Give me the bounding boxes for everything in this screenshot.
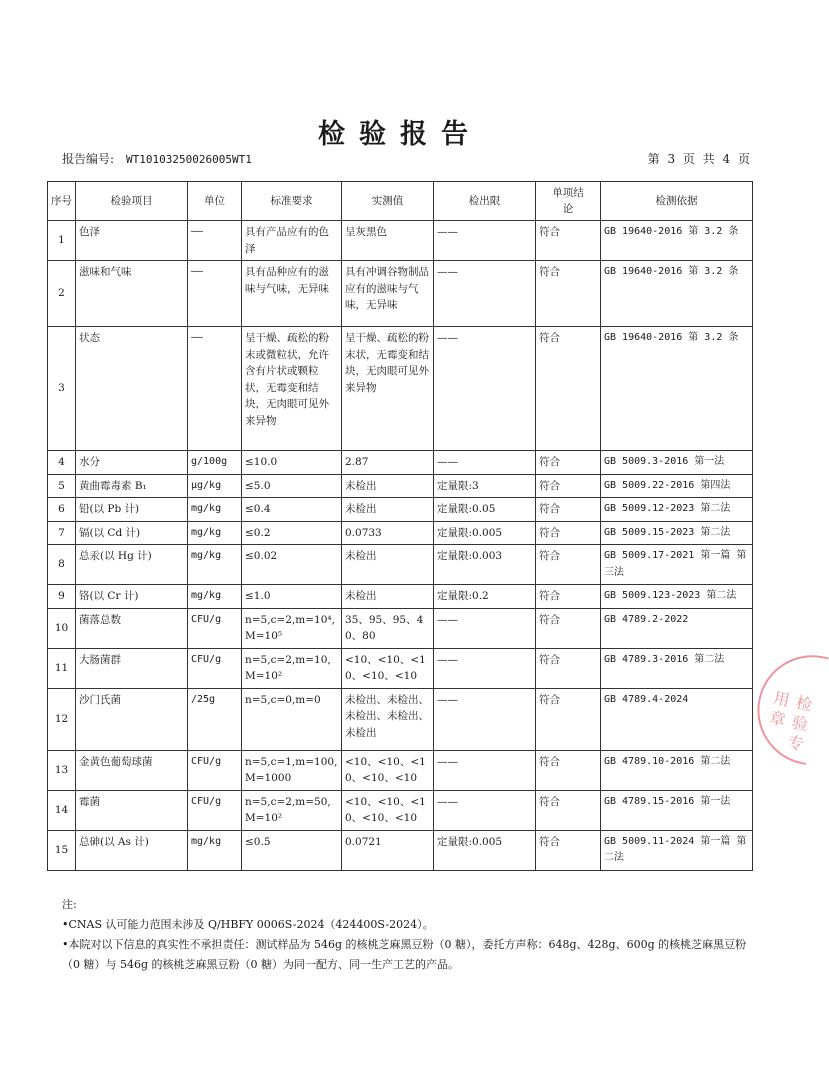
row-standard: ≤5.0: [242, 474, 342, 498]
row-limit: 定量限:0.05: [434, 498, 536, 522]
table-row: [48, 830, 753, 870]
row-basis: GB 5009.15-2023 第二法: [601, 521, 753, 545]
row-seq: 15: [48, 830, 76, 870]
table-row: [48, 585, 753, 609]
row-standard: n=5,c=2,m=50,M=10²: [242, 790, 342, 830]
table-row: [48, 474, 753, 498]
row-unit: mg/kg: [188, 830, 242, 870]
table-row: [48, 688, 753, 750]
row-item: 总汞(以 Hg 计): [76, 545, 188, 585]
row-measured: 未检出: [342, 474, 434, 498]
row-measured: 0.0721: [342, 830, 434, 870]
row-limit: 定量限:0.005: [434, 521, 536, 545]
row-conclusion: 符合: [536, 608, 601, 648]
note-item-1: •CNAS 认可能力范围未涉及 Q/HBFY 0006S-2024（424400S-2024）。: [62, 918, 434, 931]
row-item: 大肠菌群: [76, 648, 188, 688]
header-item: 检验项目: [76, 182, 188, 221]
row-limit: ——: [434, 648, 536, 688]
row-item: 菌落总数: [76, 608, 188, 648]
table-row: [48, 498, 753, 522]
row-basis: GB 4789.4-2024: [601, 688, 753, 750]
row-basis: GB 19640-2016 第 3.2 条: [601, 261, 753, 327]
row-basis: GB 5009.22-2016 第四法: [601, 474, 753, 498]
row-seq: 4: [48, 451, 76, 475]
row-standard: n=5,c=0,m=0: [242, 688, 342, 750]
row-item: 铅(以 Pb 计): [76, 498, 188, 522]
report-number: [62, 150, 252, 167]
row-conclusion: 符合: [536, 648, 601, 688]
row-limit: ——: [434, 221, 536, 261]
row-limit: ——: [434, 608, 536, 648]
row-limit: ——: [434, 688, 536, 750]
header-measured: 实测值: [342, 182, 434, 221]
row-measured: 未检出: [342, 498, 434, 522]
header-basis: 检测依据: [601, 182, 753, 221]
row-basis: GB 5009.3-2016 第一法: [601, 451, 753, 475]
row-item: 镉(以 Cd 计): [76, 521, 188, 545]
row-conclusion: 符合: [536, 261, 601, 327]
header-conclusion: 单项结论: [536, 182, 601, 221]
page-title: 检验报告: [318, 119, 482, 150]
row-seq: 1: [48, 221, 76, 261]
row-unit: CFU/g: [188, 648, 242, 688]
row-unit: CFU/g: [188, 608, 242, 648]
table-row: [48, 451, 753, 475]
inspection-seal: [747, 645, 829, 765]
row-measured: <10、<10、<10、<10、<10: [342, 790, 434, 830]
row-unit: ——: [188, 221, 242, 261]
row-conclusion: 符合: [536, 585, 601, 609]
row-standard: ≤0.2: [242, 521, 342, 545]
table-row: [48, 221, 753, 261]
row-unit: μg/kg: [188, 474, 242, 498]
row-limit: ——: [434, 261, 536, 327]
row-seq: 13: [48, 750, 76, 790]
row-standard: n=5,c=1,m=100,M=1000: [242, 750, 342, 790]
row-measured: <10、<10、<10、<10、<10: [342, 648, 434, 688]
row-limit: ——: [434, 790, 536, 830]
row-limit: 定量限:3: [434, 474, 536, 498]
row-standard: n=5,c=2,m=10,M=10²: [242, 648, 342, 688]
row-basis: GB 5009.11-2024 第一篇 第二法: [601, 830, 753, 870]
note-item-2: •本院对以下信息的真实性不承担责任：测试样品为 546g 的核桃芝麻黑豆粉（0 糖），委托方声称：648g、428g、600g 的核桃芝麻黑豆粉（0 糖）与 546g 的核桃芝麻黑豆粉（0 糖）为同一配方、同一生产工艺的产品。: [62, 938, 747, 971]
row-measured: 呈干燥、疏松的粉末状，无霉变和结块，无肉眼可见外来异物: [342, 327, 434, 451]
row-seq: 2: [48, 261, 76, 327]
row-limit: 定量限:0.003: [434, 545, 536, 585]
row-limit: ——: [434, 327, 536, 451]
row-item: 铬(以 Cr 计): [76, 585, 188, 609]
row-seq: 10: [48, 608, 76, 648]
row-item: 黄曲霉毒素 B₁: [76, 474, 188, 498]
row-unit: ——: [188, 261, 242, 327]
table-row: [48, 608, 753, 648]
row-unit: mg/kg: [188, 585, 242, 609]
row-seq: 12: [48, 688, 76, 750]
row-measured: 2.87: [342, 451, 434, 475]
header-limit: 检出限: [434, 182, 536, 221]
row-conclusion: 符合: [536, 221, 601, 261]
row-standard: 具有产品应有的色泽: [242, 221, 342, 261]
row-conclusion: 符合: [536, 688, 601, 750]
row-basis: GB 4789.3-2016 第二法: [601, 648, 753, 688]
report-number-label: 报告编号:: [62, 152, 115, 166]
row-conclusion: 符合: [536, 474, 601, 498]
table-row: [48, 261, 753, 327]
row-unit: mg/kg: [188, 521, 242, 545]
row-basis: GB 19640-2016 第 3.2 条: [601, 327, 753, 451]
row-seq: 5: [48, 474, 76, 498]
row-unit: CFU/g: [188, 750, 242, 790]
table-header-row: [48, 182, 753, 221]
row-unit: mg/kg: [188, 498, 242, 522]
seal-text: 检验专用章: [764, 688, 815, 756]
row-measured: 35、95、95、40、80: [342, 608, 434, 648]
row-conclusion: 符合: [536, 790, 601, 830]
table-row: [48, 750, 753, 790]
row-basis: GB 4789.2-2022: [601, 608, 753, 648]
row-seq: 6: [48, 498, 76, 522]
row-conclusion: 符合: [536, 451, 601, 475]
row-basis: GB 5009.123-2023 第二法: [601, 585, 753, 609]
row-conclusion: 符合: [536, 830, 601, 870]
row-standard: 具有品种应有的滋味与气味，无异味: [242, 261, 342, 327]
row-seq: 9: [48, 585, 76, 609]
row-item: 霉菌: [76, 790, 188, 830]
row-standard: 呈干燥、疏松的粉末或微粒状，允许含有片状或颗粒状，无霉变和结块，无肉眼可见外来异物: [242, 327, 342, 451]
row-item: 状态: [76, 327, 188, 451]
page-indicator: 第 3 页 共 4 页: [647, 152, 752, 166]
results-table: [47, 181, 753, 871]
row-standard: ≤0.5: [242, 830, 342, 870]
header-seq: 序号: [48, 182, 76, 221]
row-basis: GB 5009.12-2023 第二法: [601, 498, 753, 522]
row-conclusion: 符合: [536, 521, 601, 545]
row-item: 总砷(以 As 计): [76, 830, 188, 870]
notes: [62, 895, 752, 975]
row-limit: 定量限:0.2: [434, 585, 536, 609]
row-item: 金黄色葡萄球菌: [76, 750, 188, 790]
row-measured: 未检出、未检出、未检出、未检出、未检出: [342, 688, 434, 750]
row-measured: <10、<10、<10、<10、<10: [342, 750, 434, 790]
row-unit: ——: [188, 327, 242, 451]
header-unit: 单位: [188, 182, 242, 221]
header-standard: 标准要求: [242, 182, 342, 221]
row-basis: GB 4789.15-2016 第一法: [601, 790, 753, 830]
row-standard: ≤10.0: [242, 451, 342, 475]
row-seq: 8: [48, 545, 76, 585]
row-measured: 呈灰黑色: [342, 221, 434, 261]
row-basis: GB 4789.10-2016 第二法: [601, 750, 753, 790]
row-basis: GB 5009.17-2021 第一篇 第三法: [601, 545, 753, 585]
row-seq: 3: [48, 327, 76, 451]
row-item: 滋味和气味: [76, 261, 188, 327]
row-standard: n=5,c=2,m=10⁴,M=10⁵: [242, 608, 342, 648]
row-seq: 7: [48, 521, 76, 545]
row-item: 水分: [76, 451, 188, 475]
row-measured: 0.0733: [342, 521, 434, 545]
row-unit: g/100g: [188, 451, 242, 475]
row-limit: 定量限:0.005: [434, 830, 536, 870]
row-unit: /25g: [188, 688, 242, 750]
table-row: [48, 545, 753, 585]
row-measured: 未检出: [342, 585, 434, 609]
row-limit: ——: [434, 750, 536, 790]
row-measured: 具有冲调谷物制品应有的滋味与气味，无异味: [342, 261, 434, 327]
row-conclusion: 符合: [536, 327, 601, 451]
row-unit: CFU/g: [188, 790, 242, 830]
table-row: [48, 327, 753, 451]
notes-label: 注:: [62, 898, 77, 911]
row-measured: 未检出: [342, 545, 434, 585]
table-row: [48, 521, 753, 545]
row-item: 沙门氏菌: [76, 688, 188, 750]
row-seq: 14: [48, 790, 76, 830]
row-conclusion: 符合: [536, 545, 601, 585]
row-unit: mg/kg: [188, 545, 242, 585]
row-conclusion: 符合: [536, 498, 601, 522]
row-standard: ≤0.02: [242, 545, 342, 585]
row-basis: GB 19640-2016 第 3.2 条: [601, 221, 753, 261]
row-limit: ——: [434, 451, 536, 475]
row-item: 色泽: [76, 221, 188, 261]
row-standard: ≤0.4: [242, 498, 342, 522]
table-row: [48, 648, 753, 688]
row-conclusion: 符合: [536, 750, 601, 790]
table-row: [48, 790, 753, 830]
row-seq: 11: [48, 648, 76, 688]
row-standard: ≤1.0: [242, 585, 342, 609]
report-number-value: WT10103250026005WT1: [126, 153, 252, 166]
